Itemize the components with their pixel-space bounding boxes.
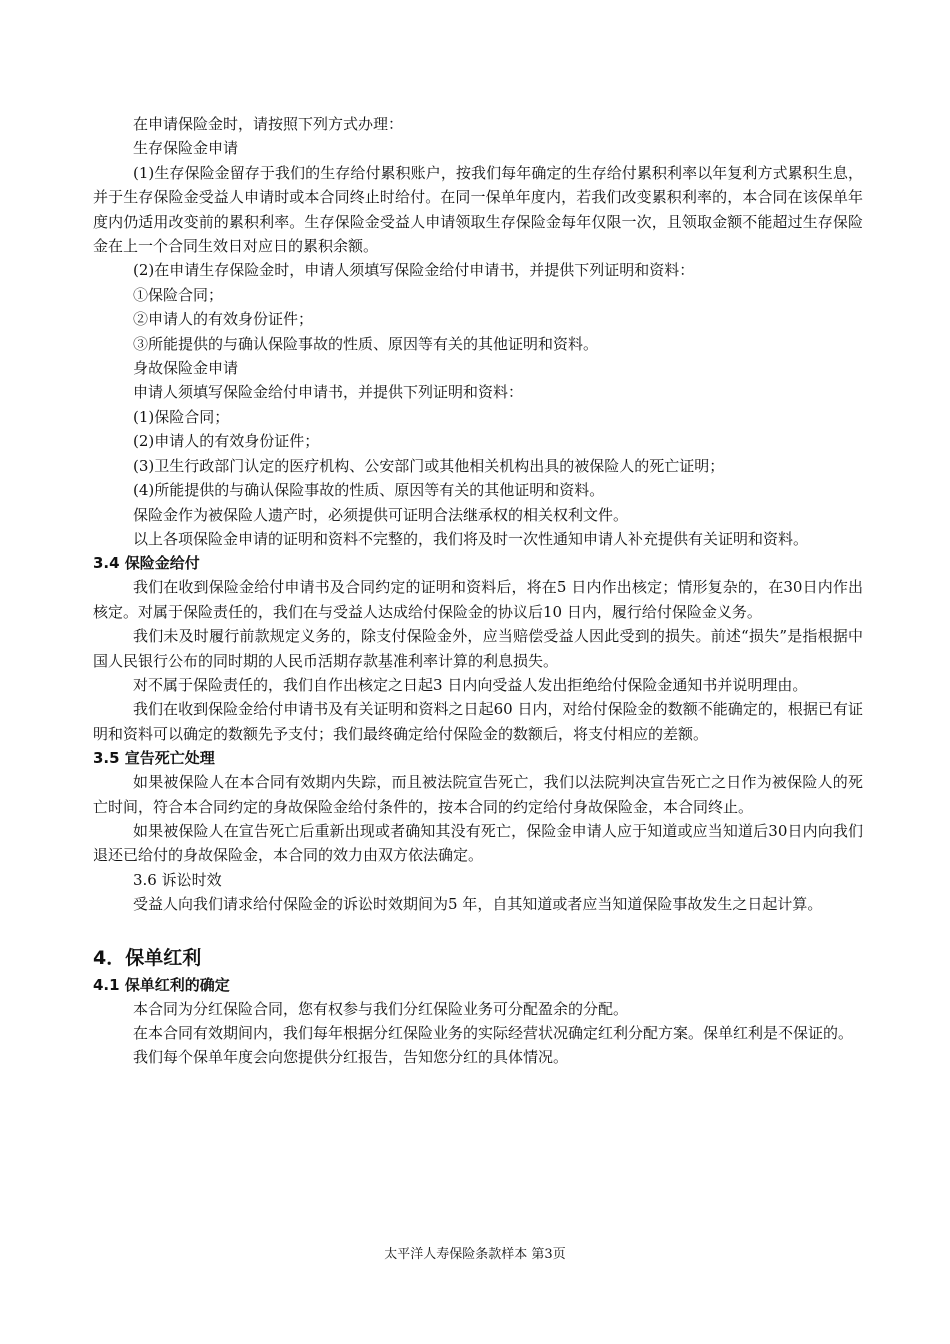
list-item: ①保险合同；	[133, 285, 224, 304]
section-heading: 3.4 保险金给付	[93, 554, 200, 573]
list-item: (1)保险合同；	[133, 407, 230, 426]
section-paragraph: 我们每个保单年度会向您提供分红报告，告知您分红的具体情况。	[133, 1048, 569, 1067]
section-paragraph: 如果被保险人在本合同有效期内失踪，而且被法院宣告死亡，我们以法院判决宣告死亡之日作为被保险人的死亡时间，符合本合同约定的身故保险金给付条件的，按本合同的约定给付身故保险金，本合同终止。	[93, 773, 863, 816]
survival-benefit-paragraph: (2)在申请生存保险金时，申请人须填写保险金给付申请书，并提供下列证明和资料：	[133, 261, 695, 280]
section-paragraph: 在本合同有效期间内，我们每年根据分红保险业务的实际经营状况确定红利分配方案。保单红利是不保证的。	[133, 1024, 854, 1042]
section-paragraph: 我们在收到保险金给付申请书及有关证明和资料之日起60 日内，对给付保险金的数额不能确定的，根据已有证明和资料可以确定的数额先予支付；我们最终确定给付保险金的数额后，将支付相应的差额。	[93, 700, 863, 743]
section-heading: 4.1 保单红利的确定	[93, 975, 230, 994]
list-item: ③所能提供的与确认保险事故的性质、原因等有关的其他证明和资料。	[133, 334, 599, 353]
section-paragraph: 我们在收到保险金给付申请书及合同约定的证明和资料后，将在5 日内作出核定；情形复杂的，在30日内作出核定。对属于保险责任的，我们在与受益人达成给付保险金的协议后10 日内，履行给付保险金义务。	[93, 578, 863, 621]
list-item: (4)所能提供的与确认保险事故的性质、原因等有关的其他证明和资料。	[133, 481, 605, 500]
list-item: (3)卫生行政部门认定的医疗机构、公安部门或其他相关机构出具的被保险人的死亡证明；	[133, 456, 725, 475]
section-paragraph: 对不属于保险责任的，我们自作出核定之日起3 日内向受益人发出拒绝给付保险金通知书并说明理由。	[133, 675, 808, 694]
death-benefit-paragraph: 申请人须填写保险金给付申请书，并提供下列证明和资料：	[133, 383, 524, 402]
survival-benefit-heading: 生存保险金申请	[133, 139, 239, 158]
chapter-heading: 4．保单红利	[93, 946, 202, 969]
section-paragraph: 本合同为分红保险合同，您有权参与我们分红保险业务可分配盈余的分配。	[133, 999, 629, 1018]
intro-paragraph: 在申请保险金时，请按照下列方式办理：	[133, 115, 404, 133]
survival-benefit-paragraph: (1)生存保险金留存于我们的生存给付累积账户，按我们每年确定的生存给付累积利率以年复利方式累积生息，并于生存保险金受益人申请时或本合同终止时给付。在同一保单年度内，若我们改变累积利率的，本合同在该保单年度内仍适用改变前的累积利率。生存保险金受益人申请领取生存保险金每年仅限一次，且领取金额不能超过生存保险金在上一个合同生效日对应日的累积余额。	[93, 163, 863, 256]
section-paragraph: 我们未及时履行前款规定义务的，除支付保险金外，应当赔偿受益人因此受到的损失。前述“损失”是指根据中国人民银行公布的同时期的人民币活期存款基准利率计算的利息损失。	[93, 627, 863, 670]
section-paragraph: 如果被保险人在宣告死亡后重新出现或者确知其没有死亡，保险金申请人应于知道或应当知道后30日内向我们退还已给付的身故保险金，本合同的效力由双方依法确定。	[93, 821, 863, 865]
section-paragraph: 受益人向我们请求给付保险金的诉讼时效期间为5 年，自其知道或者应当知道保险事故发生之日起计算。	[133, 895, 823, 914]
incomplete-docs-paragraph: 以上各项保险金申请的证明和资料不完整的，我们将及时一次性通知申请人补充提供有关证明和资料。	[133, 529, 809, 548]
list-item: ②申请人的有效身份证件；	[133, 310, 314, 329]
section-heading: 3.5 宣告死亡处理	[93, 749, 215, 768]
death-benefit-heading: 身故保险金申请	[133, 359, 239, 378]
list-item: (2)申请人的有效身份证件；	[133, 432, 320, 451]
inheritance-paragraph: 保险金作为被保险人遗产时，必须提供可证明合法继承权的相关权利文件。	[133, 505, 629, 524]
section-heading: 3.6 诉讼时效	[133, 870, 222, 889]
document-page	[93, 112, 863, 1070]
page-footer: 太平洋人寿保险条款样本 第3页	[384, 1247, 566, 1262]
